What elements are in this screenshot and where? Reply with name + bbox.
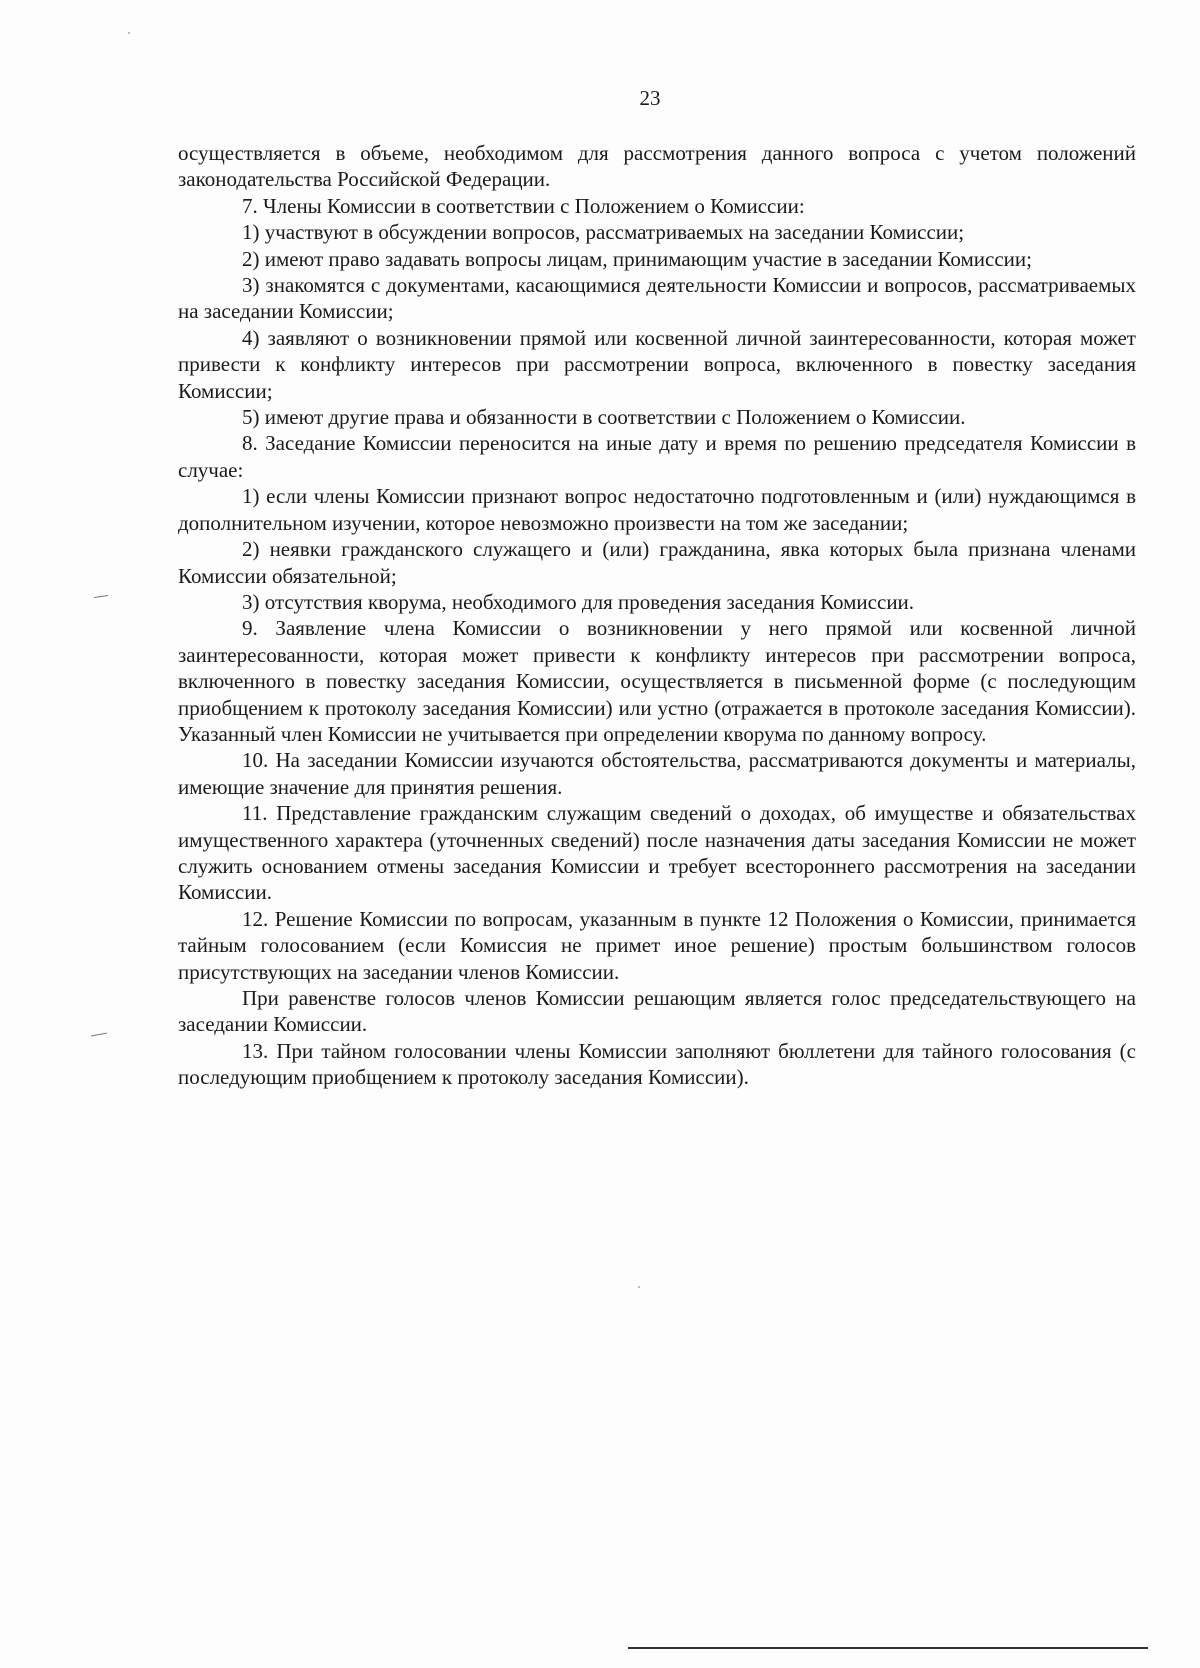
paragraph-continuation: осуществляется в объеме, необходимом для рассмотрения данного вопроса с учетом положений законодательства Российской Федерации. xyxy=(178,141,1136,192)
paragraph-item-10: 10. На заседании Комиссии изучаются обстоятельства, рассматриваются документы и материалы, имеющие значение для принятия решения. xyxy=(178,748,1136,799)
scan-speck xyxy=(128,32,130,34)
paragraph-item-7-3: 3) знакомятся с документами, касающимися деятельности Комиссии и вопросов, рассматриваемых на заседании Комиссии; xyxy=(178,273,1136,324)
paragraph-item-8: 8. Заседание Комиссии переносится на иные дату и время по решению председателя Комиссии в случае: xyxy=(178,431,1136,482)
paragraph-item-7-4: 4) заявляют о возникновении прямой или косвенной личной заинтересованности, которая может привести к конфликту интересов при рассмотрении вопроса, включенного в повестку заседания Комиссии; xyxy=(178,325,1136,403)
document-body xyxy=(178,140,1136,1091)
paragraph-item-12: 12. Решение Комиссии по вопросам, указанным в пункте 12 Положения о Комиссии, принимается тайным голосованием (если Комиссия не примет иное решение) простым большинством голосов присутствующих на заседании членов Комиссии. xyxy=(178,906,1136,984)
page-number: 23 xyxy=(639,86,661,110)
footer-rule xyxy=(628,1647,1148,1649)
paragraph-item-9: 9. Заявление члена Комиссии о возникновении у него прямой или косвенной личной заинтересованности, которая может привести к конфликту интересов при рассмотрении вопроса, включенного в повестку заседания Комиссии, осуществляется в письменной форме (с последующим приобщением к протоколу заседания Комиссии) или устно (отражается в протоколе заседания Комиссии). Указанный член Комиссии не учитывается при определении кворума по данному вопросу. xyxy=(178,616,1136,746)
paragraph-item-8-2: 2) неявки гражданского служащего и (или) гражданина, явка которых была признана членами Комиссии обязательной; xyxy=(178,537,1136,588)
paragraph-item-7-2: 2) имеют право задавать вопросы лицам, принимающим участие в заседании Комиссии; xyxy=(242,246,1032,271)
paragraph-item-8-1: 1) если члены Комиссии признают вопрос недостаточно подготовленным и (или) нуждающимся в дополнительном изучении, которое невозможно произвести на том же заседании; xyxy=(178,484,1136,535)
paragraph-item-8-3: 3) отсутствия кворума, необходимого для проведения заседания Комиссии. xyxy=(242,589,915,614)
paragraph-item-7-1: 1) участвуют в обсуждении вопросов, рассматриваемых на заседании Комиссии; xyxy=(242,220,965,245)
scan-mark xyxy=(94,595,108,598)
paragraph-item-12-tie: При равенстве голосов членов Комиссии решающим является голос председательствующего на заседании Комиссии. xyxy=(178,986,1136,1037)
paragraph-item-7: 7. Члены Комиссии в соответствии с Положением о Комиссии: xyxy=(242,193,805,218)
scan-mark xyxy=(91,1033,107,1037)
paragraph-item-11: 11. Представление гражданским служащим сведений о доходах, об имуществе и обязательствах имущественного характера (уточненных сведений) после назначения даты заседания Комиссии не может служить основанием отмены заседания Комиссии и требует всестороннего рассмотрения на заседании Комиссии. xyxy=(178,801,1136,905)
scan-speck xyxy=(638,1286,640,1288)
paragraph-item-7-5: 5) имеют другие права и обязанности в соответствии с Положением о Комиссии. xyxy=(242,405,966,430)
paragraph-item-13: 13. При тайном голосовании члены Комиссии заполняют бюллетени для тайного голосования (с последующим приобщением к протоколу заседания Комиссии). xyxy=(178,1038,1136,1090)
